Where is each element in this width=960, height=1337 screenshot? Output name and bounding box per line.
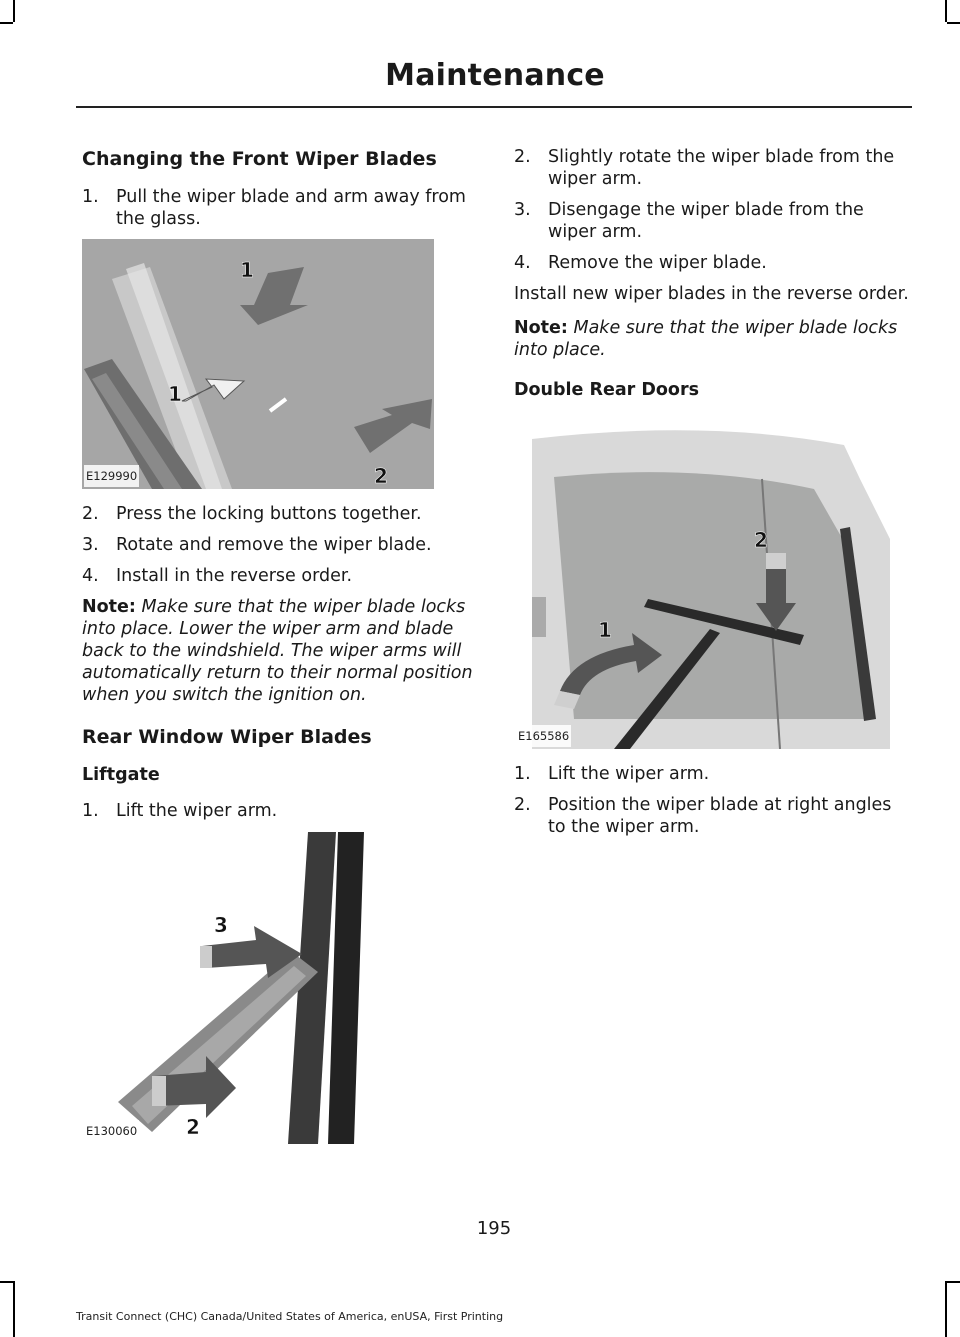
- footer-text: Transit Connect (CHC) Canada/United States of America, enUSA, First Printing: [76, 1310, 504, 1323]
- figure-code: E129990: [84, 465, 139, 487]
- figure-code: E130060: [84, 1120, 139, 1142]
- double-doors-illustration: [514, 419, 890, 749]
- crop-mark: [945, 1281, 947, 1337]
- header-divider: [76, 106, 912, 108]
- step-item: 1. Lift the wiper arm.: [514, 764, 710, 784]
- front-wiper-illustration: [82, 239, 434, 489]
- note-front: Note: Make sure that the wiper blade locks into place. Lower the wiper arm and blade back to the windshield. The wiper arms will automatically return to their normal position when you switch the ignition on.: [82, 597, 473, 705]
- install-text: Install new wiper blades in the reverse order.: [514, 284, 909, 304]
- step-item: 1. Lift the wiper arm.: [82, 801, 278, 821]
- figure-liftgate-wiper: [82, 832, 434, 1144]
- figure-front-wiper: [82, 239, 434, 489]
- callout-3: 3: [214, 913, 228, 937]
- step-item: 3. Rotate and remove the wiper blade.: [82, 535, 432, 555]
- section-heading-front: Changing the Front Wiper Blades: [82, 148, 437, 170]
- crop-mark: [947, 1281, 960, 1283]
- crop-mark: [13, 0, 15, 22]
- figure-code: E165586: [516, 725, 571, 747]
- subheading-double-doors: Double Rear Doors: [514, 380, 699, 400]
- callout-1b: 1: [168, 382, 182, 406]
- callout-2: 2: [754, 528, 768, 552]
- step-item: 2. Slightly rotate the wiper blade from the wiper arm.: [514, 147, 895, 189]
- step-item: 4. Remove the wiper blade.: [514, 253, 767, 273]
- liftgate-wiper-illustration: [82, 832, 434, 1144]
- callout-2: 2: [186, 1115, 200, 1139]
- crop-mark: [0, 1281, 13, 1283]
- figure-double-doors-wiper: [514, 419, 890, 749]
- callout-1: 1: [598, 618, 612, 642]
- step-item: 3. Disengage the wiper blade from the wiper arm.: [514, 200, 864, 242]
- note-liftgate: Note: Make sure that the wiper blade locks into place.: [514, 318, 898, 360]
- step-item: 1. Pull the wiper blade and arm away from the glass.: [82, 187, 466, 229]
- page-title: Maintenance: [385, 58, 605, 93]
- step-item: 4. Install in the reverse order.: [82, 566, 353, 586]
- page-number: 195: [476, 1218, 512, 1239]
- left-column: [82, 146, 478, 1158]
- callout-1: 1: [240, 258, 254, 282]
- subheading-liftgate: Liftgate: [82, 765, 160, 785]
- section-heading-rear: Rear Window Wiper Blades: [82, 726, 372, 748]
- crop-mark: [0, 22, 13, 24]
- right-column: [514, 146, 910, 847]
- callout-2: 2: [374, 464, 388, 488]
- crop-mark: [945, 0, 947, 22]
- crop-mark: [947, 22, 960, 24]
- step-item: 2. Press the locking buttons together.: [82, 504, 422, 524]
- crop-mark: [13, 1281, 15, 1337]
- step-item: 2. Position the wiper blade at right angles to the wiper arm.: [514, 795, 892, 837]
